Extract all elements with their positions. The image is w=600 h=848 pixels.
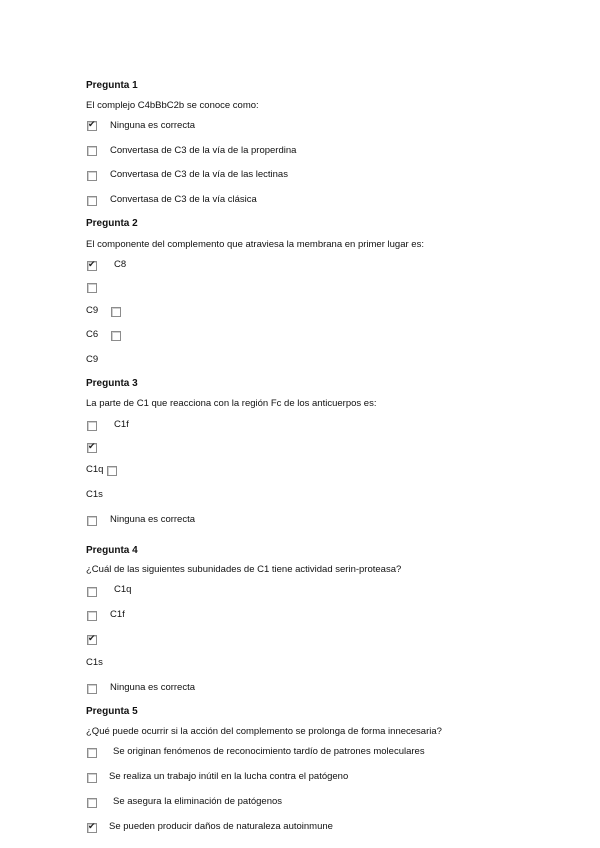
q4-option-1-label: C1q xyxy=(114,584,132,595)
q2-option-2-checkbox[interactable] xyxy=(87,283,97,293)
q5-title: Pregunta 5 xyxy=(86,706,138,717)
q5-option-2-label: Se realiza un trabajo inútil en la lucha contra el patógeno xyxy=(109,771,349,782)
checkmark-icon: ✔ xyxy=(88,119,96,129)
q1-option-3-checkbox[interactable] xyxy=(87,171,97,181)
q4-option-2-checkbox[interactable] xyxy=(87,611,97,621)
q2-option-3-checkbox[interactable] xyxy=(111,307,121,317)
q3-option-c1s-label: C1s xyxy=(86,489,103,500)
q5-option-1-checkbox[interactable] xyxy=(87,748,97,758)
q3-option-1-checkbox[interactable] xyxy=(87,421,97,431)
q5-option-4-checkbox[interactable] xyxy=(87,823,97,833)
q2-option-1-checkbox[interactable] xyxy=(87,261,97,271)
q4-option-c1s-label: C1s xyxy=(86,657,103,668)
q1-option-1-label: Ninguna es correcta xyxy=(110,120,196,131)
q1-option-2-checkbox[interactable] xyxy=(87,146,97,156)
q2-prompt: El componente del complemento que atraviesa la membrana en primer lugar es: xyxy=(86,239,424,250)
q3-prompt: La parte de C1 que reacciona con la región Fc de los anticuerpos es: xyxy=(86,398,377,409)
q3-option-5-label: Ninguna es correcta xyxy=(110,514,196,525)
q4-option-5-label: Ninguna es correcta xyxy=(110,682,196,693)
q2-option-c9-second-label: C9 xyxy=(86,354,99,365)
q3-option-1-label: C1f xyxy=(114,419,129,430)
q1-prompt: El complejo C4bBbC2b se conoce como: xyxy=(86,100,259,111)
q4-option-2-label: C1f xyxy=(110,609,125,620)
checkmark-icon: ✔ xyxy=(88,441,96,451)
q4-prompt: ¿Cuál de las siguientes subunidades de C1 tiene actividad serin-proteasa? xyxy=(86,564,402,575)
q5-option-3-label: Se asegura la eliminación de patógenos xyxy=(113,796,283,807)
q5-option-4-label: Se pueden producir daños de naturaleza autoinmune xyxy=(109,821,333,832)
q1-option-1-checkbox[interactable] xyxy=(87,121,97,131)
q4-option-3-checkbox[interactable] xyxy=(87,635,97,645)
q4-option-1-checkbox[interactable] xyxy=(87,587,97,597)
q3-option-3-checkbox[interactable] xyxy=(107,466,117,476)
q2-title: Pregunta 2 xyxy=(86,218,138,229)
checkmark-icon: ✔ xyxy=(88,633,96,643)
q2-option-4-checkbox[interactable] xyxy=(111,331,121,341)
q3-title: Pregunta 3 xyxy=(86,378,138,389)
q3-option-2-checkbox[interactable] xyxy=(87,443,97,453)
checkmark-icon: ✔ xyxy=(88,259,96,269)
q3-option-c1q-label: C1q xyxy=(86,464,104,475)
q1-title: Pregunta 1 xyxy=(86,80,138,91)
q1-option-4-checkbox[interactable] xyxy=(87,196,97,206)
checkmark-icon: ✔ xyxy=(88,821,96,831)
q1-option-2-label: Convertasa de C3 de la vía de la properdina xyxy=(110,145,297,156)
q5-prompt: ¿Qué puede ocurrir si la acción del complemento se prolonga de forma innecesaria? xyxy=(86,726,442,737)
q2-option-1-label: C8 xyxy=(114,259,127,270)
q5-option-2-checkbox[interactable] xyxy=(87,773,97,783)
q2-option-c6-label: C6 xyxy=(86,329,99,340)
q4-title: Pregunta 4 xyxy=(86,545,138,556)
q5-option-1-label: Se originan fenómenos de reconocimiento tardío de patrones moleculares xyxy=(113,746,425,757)
q5-option-3-checkbox[interactable] xyxy=(87,798,97,808)
q1-option-3-label: Convertasa de C3 de la vía de las lectinas xyxy=(110,169,288,180)
q4-option-4-checkbox[interactable] xyxy=(87,684,97,694)
q1-option-4-label: Convertasa de C3 de la vía clásica xyxy=(110,194,257,205)
q3-option-4-checkbox[interactable] xyxy=(87,516,97,526)
q2-option-c9-label: C9 xyxy=(86,305,99,316)
